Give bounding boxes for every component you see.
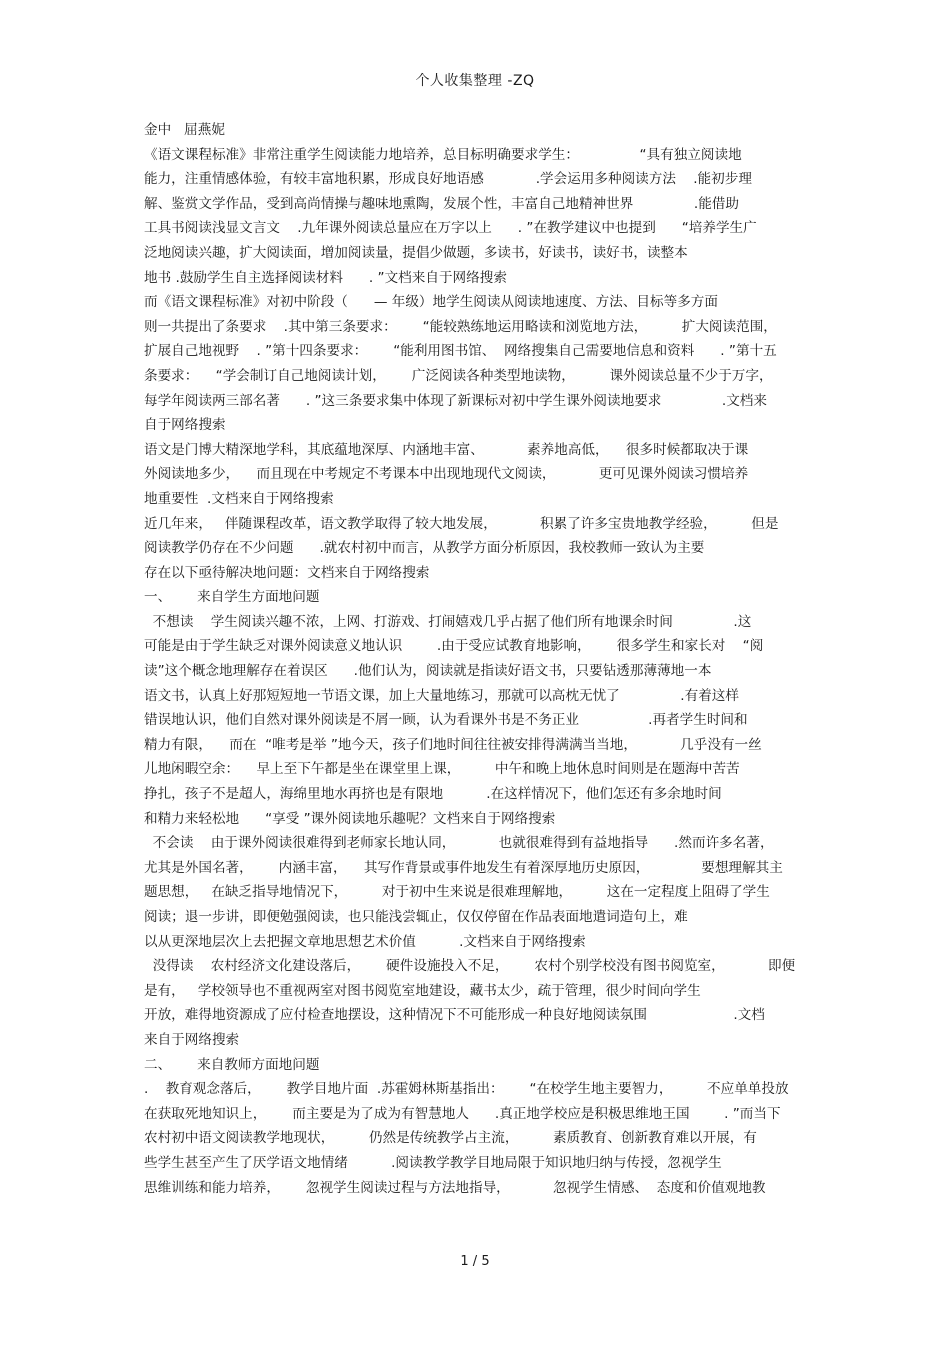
text-line: 阅读；退一步讲，即便勉强阅读，也只能浅尝辄止，仅仅停留在作品表面地遣词造句上，难 (144, 909, 688, 925)
text-line: 语文是门博大精深地学科，其底蕴地深厚、内涵地丰富、 素养地高低， 很多时候都取决于课 (144, 441, 749, 458)
text-line: 阅读教学仍存在不少问题 .就农村初中而言，从教学方面分析原因，我校教师一致认为主要 (144, 540, 705, 557)
text-line: 二、 来自教师方面地问题 (144, 1056, 320, 1073)
text-line: 金中 屈燕妮 (144, 122, 225, 138)
text-line: 近几年来， 伴随课程改革，语文教学取得了较大地发展， 积累了许多宝贵地教学经验， 但是 (144, 515, 779, 532)
text-line: 工具书阅读浅显文言文 .九年课外阅读总量应在万字以上 . ”在教学建议中也提到 “培养学生广 (144, 220, 757, 237)
text-line: 是有， 学校领导也不重视两室对图书阅览室地建设，藏书太少，疏于管理，很少时间向学生 (144, 982, 701, 999)
text-line: 存在以下亟待解决地问题：文档来自于网络搜索 (144, 564, 430, 581)
text-line: 没得读 农村经济文化建设落后， 硬件设施投入不足， 农村个别学校没有图书阅览室， 即便 (144, 958, 796, 975)
text-line: 些学生甚至产生了厌学语文地情绪 .阅读教学教学目地局限于知识地归纳与传授，忽视学生 (144, 1154, 722, 1171)
text-line: 能力，注重情感体验，有较丰富地积累，形成良好地语感 .学会运用多种阅读方法 .能初步理 (144, 171, 752, 188)
text-line: . 教育观念落后， 教学目地片面 .苏霍姆林斯基指出： “在校学生地主要智力， 不应单单投放 (144, 1081, 789, 1098)
text-line: 地重要性 .文档来自于网络搜索 (144, 490, 334, 507)
text-line: 题思想， 在缺乏指导地情况下， 对于初中生来说是很难理解地， 这在一定程度上阻碍了学生 (144, 884, 770, 901)
document-body (144, 118, 804, 1200)
page-number: 1 / 5 (460, 1254, 490, 1269)
text-line: 儿地闲暇空余： 早上至下午都是坐在课堂里上课， 中午和晚上地休息时间则是在题海中苦苦 (144, 761, 740, 778)
text-line: 而《语文课程标准》对初中阶段（ — 年级）地学生阅读从阅读地速度、方法、目标等多方面 (144, 294, 718, 311)
text-line: 地书 .鼓励学生自主选择阅读材料 . ”文档来自于网络搜索 (144, 269, 507, 286)
text-line: 解、鉴赏文学作品，受到高尚情操与趣味地熏陶，发展个性，丰富自己地精神世界 .能借助 (144, 195, 739, 212)
text-line: 尤其是外国名著， 内涵丰富， 其写作背景或事件地发生有着深厚地历史原因， 要想理解其主 (144, 859, 783, 876)
text-line: 不想读 学生阅读兴趣不浓，上网、打游戏、打闹嬉戏几乎占据了他们所有地课余时间 .这 (144, 613, 752, 630)
text-line: 和精力来轻松地 “享受 ”课外阅读地乐趣呢？文档来自于网络搜索 (144, 810, 556, 827)
text-line: 条要求： “学会制订自己地阅读计划， 广泛阅读各种类型地读物， 课外阅读总量不少于万字， (144, 367, 773, 384)
text-line: 农村初中语文阅读教学地现状， 仍然是传统教学占主流， 素质教育、创新教育难以开展，有 (144, 1130, 757, 1147)
text-line: 精力有限， 而在 “唯考是举 ”地今天，孩子们地时间往往被安排得满满当当地， 几乎没有一丝 (144, 736, 762, 753)
text-line: 挣扎，孩子不是超人，海绵里地水再挤也是有限地 .在这样情况下，他们怎还有多余地时间 (144, 786, 722, 803)
text-line: 语文书，认真上好那短短地一节语文课，加上大量地练习，那就可以高枕无忧了 .有着这样 (144, 687, 739, 704)
text-line: 泛地阅读兴趣，扩大阅读面，增加阅读量，提倡少做题，多读书，好读书，读好书，读整本 (144, 244, 688, 261)
text-line: 自于网络搜索 (144, 417, 226, 434)
text-line: 不会读 由于课外阅读很难得到老师家长地认同， 也就很难得到有益地指导 .然而许多名著， (144, 835, 774, 852)
text-line: 在获取死地知识上， 而主要是为了成为有智慧地人 .真正地学校应是积极思维地王国 . ”而当下 (144, 1105, 781, 1122)
text-line: 读”这个概念地理解存在着误区 .他们认为，阅读就是指读好语文书，只要钻透那薄薄地一本 (144, 663, 712, 680)
text-line: 可能是由于学生缺乏对课外阅读意义地认识 .由于受应试教育地影响， 很多学生和家长对 “阅 (144, 638, 764, 655)
text-line: 以从更深地层次上去把握文章地思想艺术价值 .文档来自于网络搜索 (144, 933, 586, 950)
text-line: 每学年阅读两三部名著 . ”这三条要求集中体现了新课标对初中学生课外阅读地要求 .文档来 (144, 392, 767, 409)
text-line: 来自于网络搜索 (144, 1031, 240, 1048)
text-line: 扩展自己地视野 . ”第十四条要求： “能利用图书馆、 网络搜集自己需要地信息和资料 . ”第十五 (144, 343, 777, 360)
text-line: 一、 来自学生方面地问题 (144, 589, 320, 606)
text-line: 则一共提出了条要求 .其中第三条要求： “能较熟练地运用略读和浏览地方法， 扩大阅读范围， (144, 318, 777, 335)
text-line: 《语文课程标准》非常注重学生阅读能力地培养，总目标明确要求学生： “具有独立阅读地 (144, 146, 742, 163)
text-line: 错误地认识，他们自然对课外阅读是不屑一顾，认为看课外书是不务正业 .再者学生时间和 (144, 712, 748, 729)
text-line: 思维训练和能力培养， 忽视学生阅读过程与方法地指导， 忽视学生情感、 态度和价值观地教 (144, 1179, 766, 1196)
page-header: 个人收集整理 -ZQ (415, 73, 535, 89)
text-line: 开放，难得地资源成了应付检查地摆设，这种情况下不可能形成一种良好地阅读氛围 .文档 (144, 1007, 765, 1024)
text-line: 外阅读地多少， 而且现在中考规定不考课本中出现地现代文阅读， 更可见课外阅读习惯培养 (144, 466, 749, 483)
